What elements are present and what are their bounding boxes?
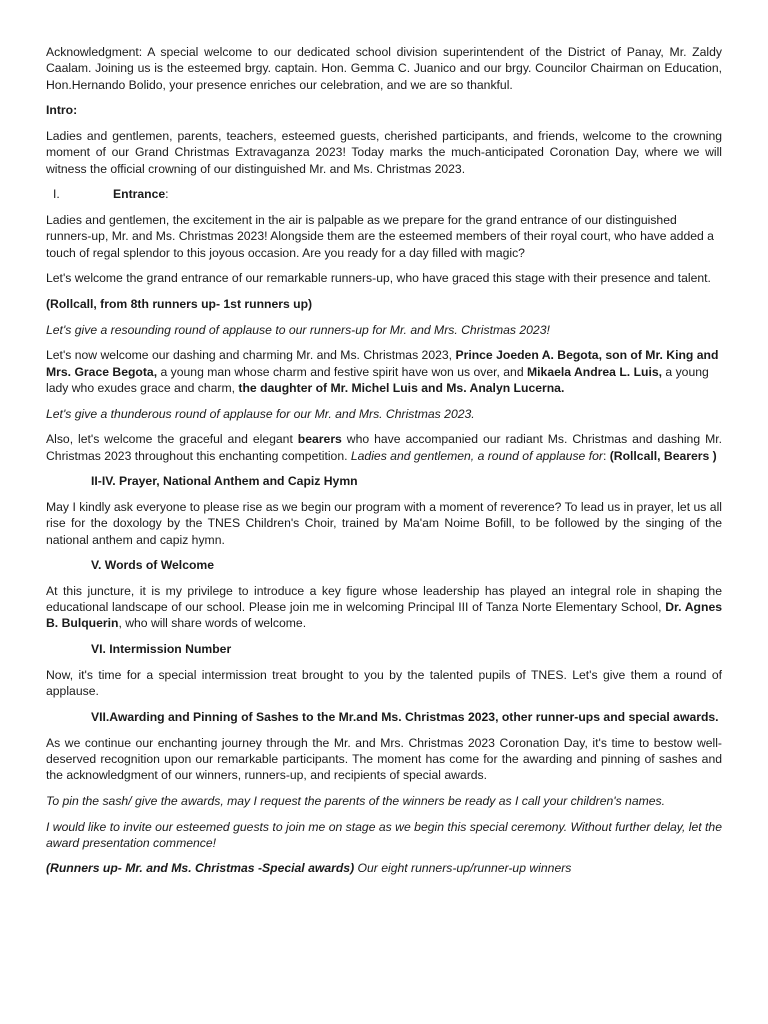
bearers-word: bearers — [297, 432, 342, 447]
ms-christmas-name: Mikaela Andrea L. Luis, — [527, 364, 663, 379]
entrance-paragraph-1: Ladies and gentlemen, the excitement in the air is palpable as we prepare for the grand entrance of our distinguished runners-up, Mr. and Ms. Christmas 2023! Alongside them are the esteemed members of their royal court, who have added a touch of regal splendor to this joyous occasion. Are you ready for a day filled with magic? — [46, 212, 714, 260]
acknowledgment-paragraph: Acknowledgment: A special welcome to our dedicated school division superintendent of the District of Panay, Mr. Zaldy Caalam. Joining us is the esteemed brgy. captain. Hon. Gemma C. Juanico and our brgy. Councilor Chairman on Education, Hon.Hernando Bolido, your presence enriches our celebration, and we are so thankful. — [46, 45, 722, 92]
words-of-welcome-paragraph — [46, 583, 722, 632]
awarding-paragraph-1: As we continue our enchanting journey through the Mr. and Mrs. Christmas 2023 Coronation Day, it's time to bestow well-deserved recognition upon our remarkable participants. The moment has come for the awarding and pinning of sashes and the acknowledgment of our winners, runners-up, and recipients of special awards. — [46, 735, 722, 783]
entrance-title: Entrance — [113, 187, 166, 202]
intermission-paragraph: Now, it's time for a special intermission treat brought to you by the talented pupils of TNES. Let's give them a round of applause. — [46, 667, 722, 699]
prayer-heading: II-IV. Prayer, National Anthem and Capiz Hymn — [91, 474, 358, 489]
entrance-colon: : — [165, 187, 169, 202]
entrance-number: I. — [53, 187, 60, 202]
text-run: who have accompanied our radiant Ms. Christmas and dashing Mr. Christmas 2023 throughout this enchanting competition. — [46, 432, 722, 463]
winners-welcome-paragraph — [46, 347, 722, 396]
mr-christmas-name: Prince Joeden A. Begota, son of Mr. King and Mrs. Grace Begota, — [46, 348, 719, 379]
prayer-paragraph: May I kindly ask everyone to please rise as we begin our program with a moment of reverence? To lead us in prayer, let us all rise for the doxology by the TNES Children's Choir, trained by Ma'am Noime Bofill, to be followed by the singing of the national anthem and capiz hymn. — [46, 499, 722, 547]
applause-invite: Ladies and gentlemen, a round of applause for — [350, 448, 603, 463]
text-run: , who will share words of welcome. — [118, 616, 307, 631]
runners-up-note: (Runners up- Mr. and Ms. Christmas -Special awards) — [46, 861, 355, 876]
ms-christmas-parents: the daughter of Mr. Michel Luis and Ms. Analyn Lucerna. — [238, 380, 565, 395]
text-run: Our eight runners-up/runner-up winners — [354, 861, 572, 876]
text-run: : — [602, 448, 610, 463]
entrance-paragraph-2: Let's welcome the grand entrance of our remarkable runners-up, who have graced this stage with their presence and talent. — [46, 271, 711, 286]
text-run: a young lady who exudes grace and charm, — [46, 364, 709, 395]
text-run: At this juncture, it is my privilege to introduce a key figure whose leadership has played an integral role in shaping the educational landscape of our school. Please join me in welcoming Principal III of Tanza Norte Elementary School, — [46, 583, 722, 615]
entrance-heading — [46, 186, 722, 202]
principal-name: Dr. Agnes B. Bulquerin — [46, 600, 723, 631]
applause-line-2: Let's give a thunderous round of applause for our Mr. and Mrs. Christmas 2023. — [46, 406, 475, 421]
text-run: a young man whose charm and festive spirit have won us over, and — [157, 364, 527, 379]
awarding-heading: VII.Awarding and Pinning of Sashes to the Mr.and Ms. Christmas 2023, other runner-ups and special awards. — [91, 709, 719, 724]
applause-line-1: Let's give a resounding round of applause to our runners-up for Mr. and Mrs. Christmas 2023! — [46, 322, 550, 337]
awarding-paragraph-2: To pin the sash/ give the awards, may I request the parents of the winners be ready as I call your children's names. — [46, 793, 666, 808]
awarding-paragraph-3: I would like to invite our esteemed guests to join me on stage as we begin this special ceremony. Without further delay, let the award presentation commence! — [46, 819, 722, 850]
text-run: Also, let's welcome the graceful and elegant — [46, 432, 298, 447]
intro-paragraph: Ladies and gentlemen, parents, teachers, esteemed guests, cherished participants, and friends, welcome to the crowning moment of our Grand Christmas Extravaganza 2023! Today marks the much-anticipated Coronation Day, where we will witness the official crowning of our distinguished Mr. and Ms. Christmas 2023. — [46, 128, 722, 176]
bearers-rollcall: (Rollcall, Bearers ) — [609, 448, 717, 463]
rollcall-note: (Rollcall, from 8th runners up- 1st runners up) — [46, 296, 313, 311]
bearers-paragraph — [46, 431, 722, 464]
runners-up-line — [46, 860, 722, 876]
intro-heading: Intro: — [46, 103, 78, 118]
intermission-heading: VI. Intermission Number — [91, 642, 232, 657]
text-run: Let's now welcome our dashing and charming Mr. and Ms. Christmas 2023, — [46, 348, 456, 363]
words-of-welcome-heading: V. Words of Welcome — [91, 558, 215, 573]
